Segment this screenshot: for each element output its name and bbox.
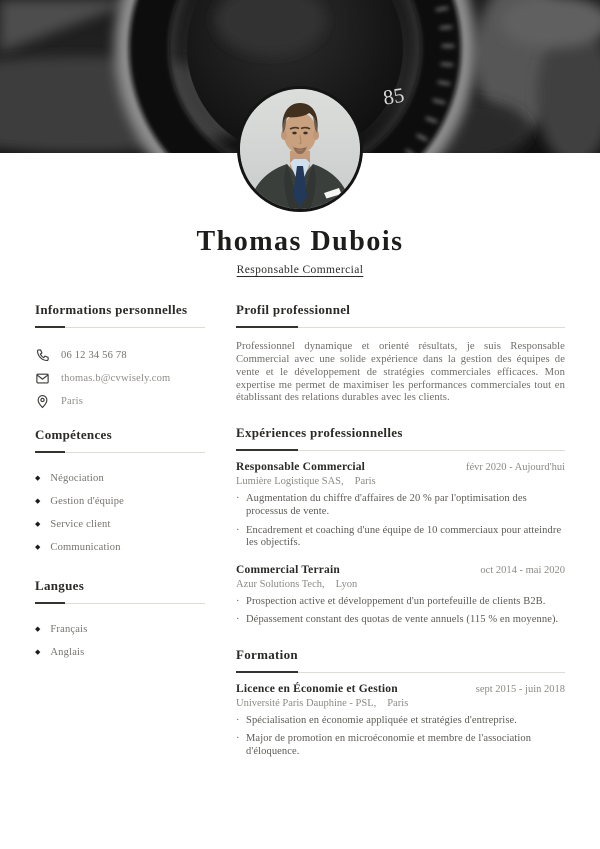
section-skills	[35, 426, 205, 453]
sidebar	[35, 301, 205, 759]
dot-bullet-icon: ·	[236, 614, 240, 626]
diamond-bullet-icon: ◆	[35, 647, 41, 656]
person-job-title: Responsable Commercial	[236, 263, 364, 276]
phone-value: 06 12 34 56 78	[61, 350, 127, 362]
contact-list	[35, 348, 205, 410]
profile-summary: Professionnel dynamique et orienté résultats, je suis Responsable Commercial avec une solide expérience dans la gestion des équipes de vente et le développement de stratégies commerciales efficaces. Mon expertise me permet de maximiser les performances commerciales tout en établissant des relations durables avec les clients.	[236, 340, 565, 404]
contact-location	[35, 394, 205, 410]
section-experience	[236, 424, 565, 451]
dot-bullet-icon: ·	[236, 524, 240, 536]
degree-school: Université Paris Dauphine - PSL, Paris	[236, 697, 409, 709]
email-icon	[35, 371, 50, 386]
diamond-bullet-icon: ◆	[35, 473, 41, 482]
section-title: Langues	[35, 577, 85, 593]
experience-entry	[236, 564, 565, 627]
diamond-bullet-icon: ◆	[35, 519, 41, 528]
skill-item: ◆ Service client	[35, 518, 111, 530]
email-value: thomas.b@cvwisely.com	[61, 373, 171, 385]
job-dates: févr 2020 - Aujourd'hui	[465, 462, 565, 474]
skills-list	[35, 467, 205, 559]
diamond-bullet-icon: ◆	[35, 624, 41, 633]
job-title: Commercial Terrain	[236, 563, 340, 576]
skill-item: ◆ Gestion d'équipe	[35, 495, 125, 507]
diamond-bullet-icon: ◆	[35, 542, 41, 551]
job-location: Lyon	[335, 578, 358, 590]
person-name: Thomas Dubois	[196, 226, 404, 257]
dot-bullet-icon: ·	[236, 714, 240, 726]
dot-bullet-icon: ·	[236, 733, 240, 745]
languages-list	[35, 618, 205, 664]
section-personal-info	[35, 301, 205, 328]
education-entry	[236, 683, 565, 759]
language-item: ◆ Anglais	[35, 646, 85, 658]
job-title: Responsable Commercial	[236, 461, 366, 474]
job-bullet: · Dépassement constant des quotas de vente annuels (115 % en moyenne).	[236, 614, 559, 626]
contact-email	[35, 371, 205, 387]
job-dates: oct 2014 - mai 2020	[480, 564, 565, 576]
portrait-image	[240, 89, 360, 209]
experience-entry	[236, 461, 565, 549]
profile-photo	[237, 86, 363, 212]
job-company: Lumière Logistique SAS, Paris	[236, 476, 376, 488]
section-title: Informations personnelles	[35, 301, 188, 317]
section-title: Compétences	[35, 426, 112, 442]
contact-phone	[35, 348, 205, 364]
dot-bullet-icon: ·	[236, 493, 240, 505]
location-icon	[35, 394, 50, 409]
degree-title: Licence en Économie et Gestion	[236, 682, 398, 695]
section-profile	[236, 301, 565, 328]
header-photo	[0, 0, 600, 153]
language-item: ◆ Français	[35, 623, 88, 635]
skill-item: ◆ Négociation	[35, 472, 104, 484]
section-education	[236, 646, 565, 673]
degree-dates: sept 2015 - juin 2018	[475, 683, 565, 695]
dot-bullet-icon: ·	[236, 595, 240, 607]
job-company: Azur Solutions Tech, Lyon	[236, 578, 358, 590]
phone-icon	[35, 348, 50, 363]
section-title: Formation	[236, 646, 298, 662]
lens-focal-length: 85	[381, 82, 406, 110]
section-title: Profil professionnel	[236, 301, 351, 317]
main-content	[236, 301, 565, 759]
degree-bullet: · Major de promotion en microéconomie et membre de l'association d'éloquence.	[236, 733, 532, 758]
degree-bullet: · Spécialisation en économie appliquée et stratégies d'entreprise.	[236, 714, 517, 726]
location-value: Paris	[61, 396, 83, 408]
job-location: Paris	[354, 476, 376, 488]
skill-item: ◆ Communication	[35, 541, 121, 553]
diamond-bullet-icon: ◆	[35, 496, 41, 505]
degree-location: Paris	[387, 697, 409, 709]
job-bullet: · Prospection active et développement d'un portefeuille de clients B2B.	[236, 595, 546, 607]
job-bullet: · Encadrement et coaching d'une équipe de 10 commerciaux pour atteindre les objectifs.	[236, 524, 562, 549]
section-title: Expériences professionnelles	[236, 425, 403, 441]
section-languages	[35, 577, 205, 604]
job-bullet: · Augmentation du chiffre d'affaires de 20 % par l'optimisation des processus de vente.	[236, 493, 527, 517]
